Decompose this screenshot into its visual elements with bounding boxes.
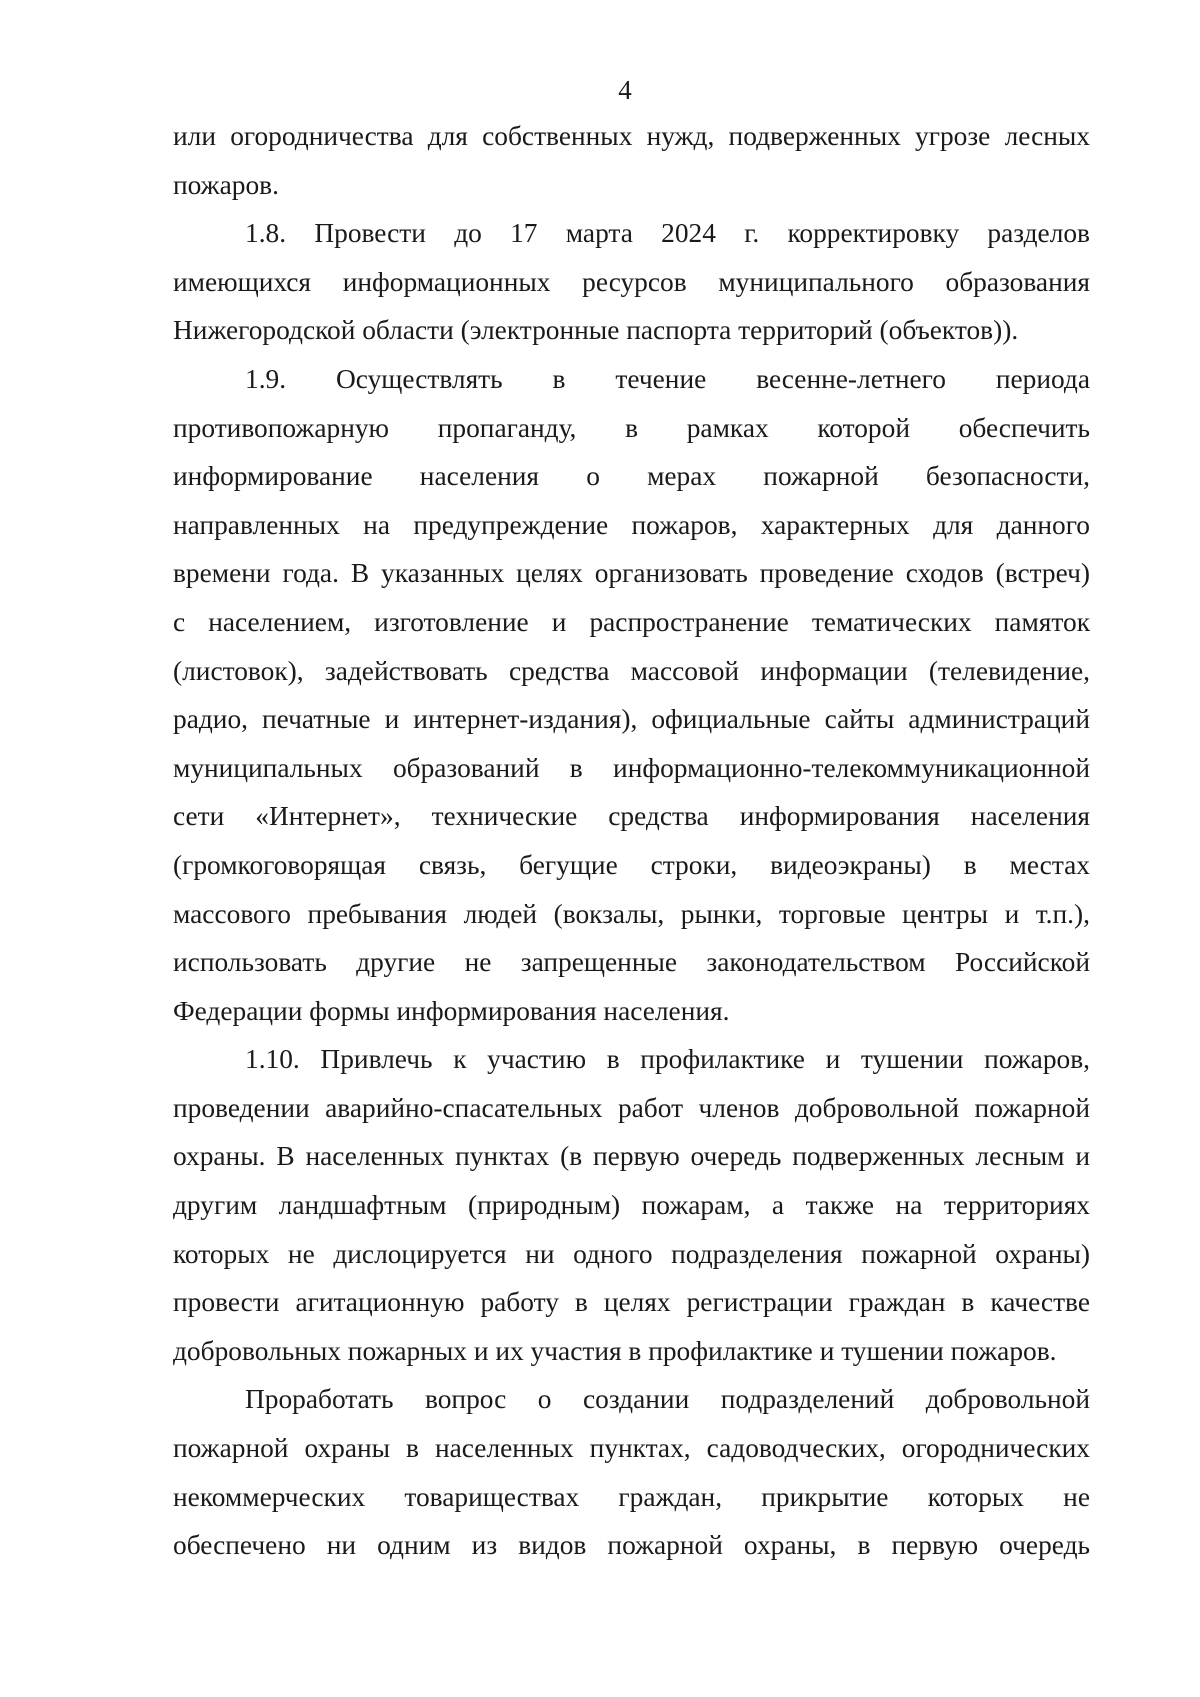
- text-line: использовать другие не запрещенные законодательством Российской: [173, 947, 1090, 978]
- text-line: которых не дислоцируется ни одного подразделения пожарной охраны): [173, 1238, 1090, 1269]
- text-line: с населением, изготовление и распространение тематических памяток: [173, 606, 1090, 637]
- text-line: массового пребывания людей (вокзалы, рынки, торговые центры и т.п.),: [173, 898, 1090, 929]
- text-line: охраны. В населенных пунктах (в первую очередь подверженных лесным и: [173, 1141, 1090, 1172]
- paragraph-item-1-8: [173, 209, 1090, 355]
- text-line: имеющихся информационных ресурсов муниципального образования: [173, 266, 1090, 297]
- text-line: информирование населения о мерах пожарной безопасности,: [173, 461, 1090, 492]
- text-line: провести агитационную работу в целях регистрации граждан в качестве: [173, 1287, 1090, 1318]
- text-line: Федерации формы информирования населения.: [173, 995, 730, 1026]
- text-line: добровольных пожарных и их участия в профилактике и тушении пожаров.: [173, 1335, 1057, 1366]
- text-line: времени года. В указанных целях организовать проведение сходов (встреч): [173, 558, 1090, 589]
- text-line: проведении аварийно-спасательных работ членов добровольной пожарной: [173, 1092, 1090, 1123]
- text-line: 1.8. Провести до 17 марта 2024 г. корректировку разделов: [245, 218, 1090, 249]
- text-line: противопожарную пропаганду, в рамках которой обеспечить: [173, 412, 1090, 443]
- text-line: сети «Интернет», технические средства информирования населения: [173, 801, 1090, 832]
- text-line: Проработать вопрос о создании подразделений добровольной: [245, 1384, 1090, 1415]
- page-number: 4: [618, 75, 632, 105]
- text-line: пожаров.: [173, 169, 279, 200]
- text-line: другим ландшафтным (природным) пожарам, а также на территориях: [173, 1190, 1090, 1221]
- text-line: 1.9. Осуществлять в течение весенне-летнего периода: [245, 363, 1090, 394]
- text-line: обеспечено ни одним из видов пожарной охраны, в первую очередь: [173, 1530, 1090, 1561]
- paragraph-volunteer-units: [173, 1375, 1090, 1569]
- paragraph-continuation: [173, 112, 1090, 209]
- text-line: (листовок), задействовать средства массовой информации (телевидение,: [173, 655, 1090, 686]
- text-line: 1.10. Привлечь к участию в профилактике и тушении пожаров,: [245, 1044, 1090, 1075]
- text-line: (громкоговорящая связь, бегущие строки, видеоэкраны) в местах: [173, 849, 1090, 880]
- text-line: направленных на предупреждение пожаров, характерных для данного: [173, 509, 1090, 540]
- text-line: или огородничества для собственных нужд, подверженных угрозе лесных: [173, 121, 1090, 151]
- document-body: [173, 112, 1090, 1570]
- text-line: Нижегородской области (электронные паспорта территорий (объектов)).: [173, 315, 1019, 346]
- paragraph-item-1-10: [173, 1035, 1090, 1375]
- text-line: пожарной охраны в населенных пунктах, садоводческих, огороднических: [173, 1433, 1090, 1464]
- text-line: радио, печатные и интернет-издания), официальные сайты администраций: [173, 704, 1090, 735]
- text-line: муниципальных образований в информационно-телекоммуникационной: [173, 752, 1090, 783]
- paragraph-item-1-9: [173, 355, 1090, 1035]
- text-line: некоммерческих товариществах граждан, прикрытие которых не: [173, 1481, 1090, 1512]
